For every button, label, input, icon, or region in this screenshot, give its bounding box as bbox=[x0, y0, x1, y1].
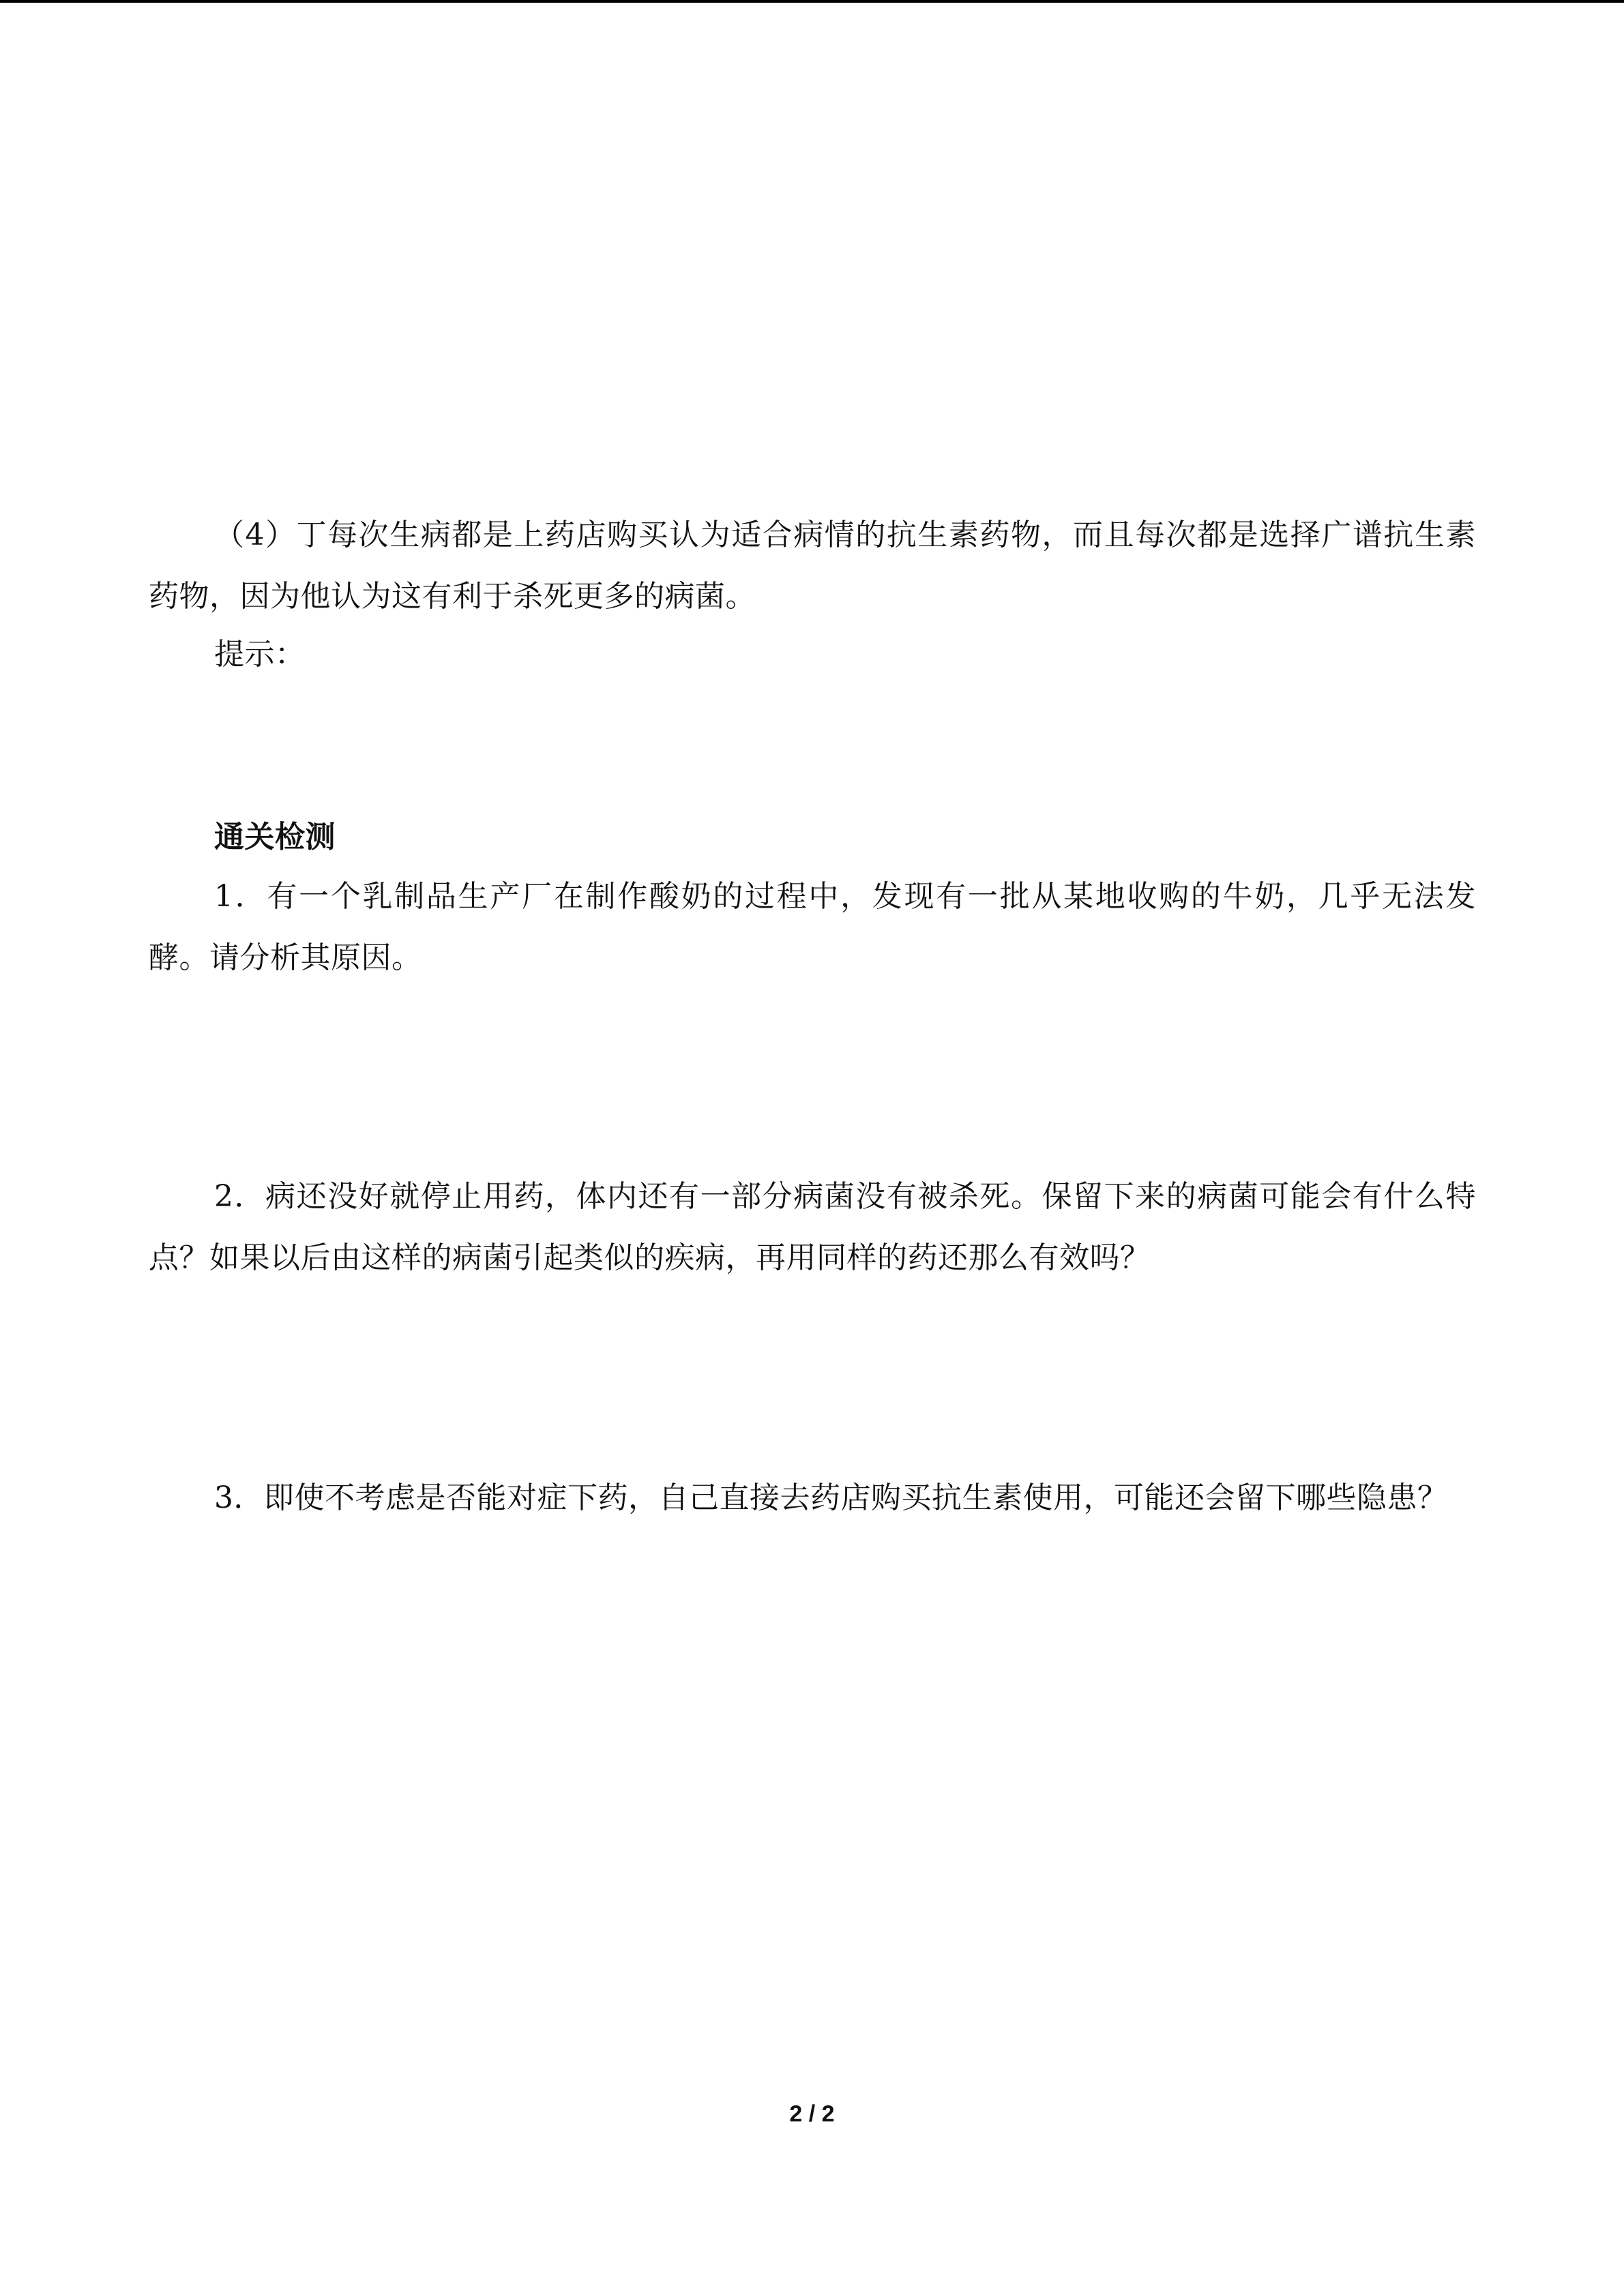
hint-label: 提示： bbox=[214, 637, 306, 672]
page-number: 2 / 2 bbox=[789, 2101, 835, 2127]
top-border-line bbox=[0, 0, 1624, 3]
question-3-paragraph: 3．即使不考虑是否能对症下药，自己直接去药店购买抗生素使用，可能还会留下哪些隐患？ bbox=[214, 1480, 1448, 1515]
question-4-paragraph: （4）丁每次生病都是上药店购买认为适合病情的抗生素药物，而且每次都是选择广谱抗生素药物，因为他认为这有利于杀死更多的病菌。 bbox=[149, 518, 1476, 614]
section-title: 通关检测 bbox=[214, 820, 336, 854]
question-2-paragraph: 2．病还没好就停止用药，体内还有一部分病菌没有被杀死。保留下来的病菌可能会有什么特点？如果以后由这样的病菌引起类似的疾病，再用同样的药还那么有效吗？ bbox=[149, 1179, 1476, 1275]
question-1-paragraph: 1．有一个乳制品生产厂在制作酸奶的过程中，发现有一批从某地收购的牛奶，几乎无法发酵。请分析其原因。 bbox=[149, 879, 1476, 975]
